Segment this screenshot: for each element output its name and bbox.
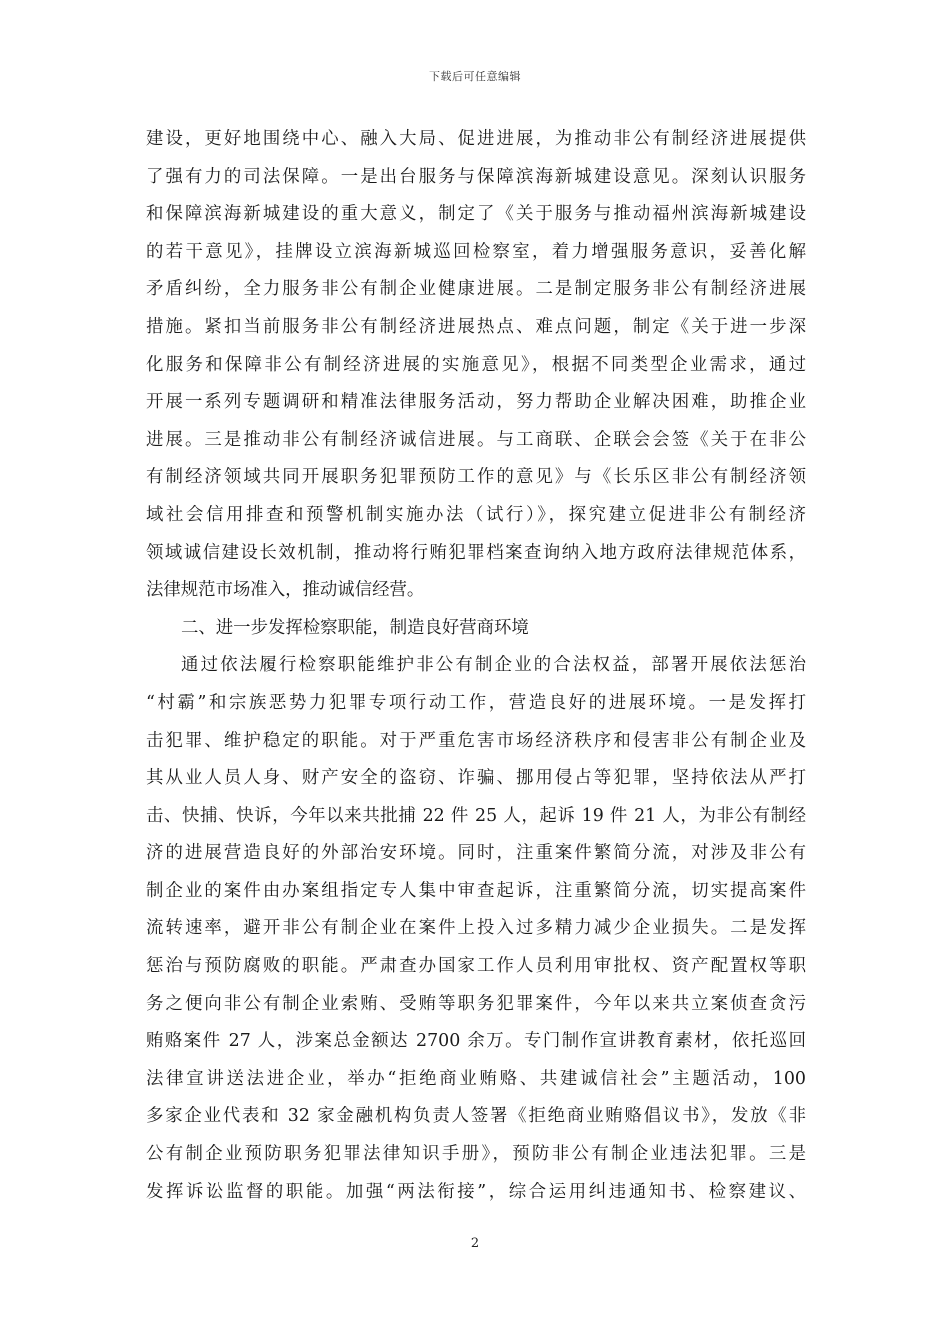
body-line: 惩治与预防腐败的职能。严肃查办国家工作人员利用审批权、资产配置权等职 bbox=[146, 956, 806, 977]
body-line: 公有制企业预防职务犯罪法律知识手册》，预防非公有制企业违法犯罪。三是 bbox=[146, 1144, 806, 1165]
body-line: 贿赂案件 27 人，涉案总金额达 2700 余万。专门制作宣讲教育素材，依托巡回 bbox=[146, 1031, 806, 1052]
body-line: 有制经济领域共同开展职务犯罪预防工作的意见》与《长乐区非公有制经济领 bbox=[146, 467, 806, 488]
body-line: 制企业的案件由办案组指定专人集中审查起诉，注重繁简分流，切实提高案件 bbox=[146, 880, 806, 901]
body-line: 了强有力的司法保障。一是出台服务与保障滨海新城建设意见。深刻认识服务 bbox=[146, 166, 806, 187]
body-line: 通过依法履行检察职能维护非公有制企业的合法权益，部署开展依法惩治 bbox=[181, 655, 806, 676]
section-heading: 二、进一步发挥检察职能，制造良好营商环境 bbox=[181, 617, 529, 638]
body-line: 进展。三是推动非公有制经济诚信进展。与工商联、企联会会签《关于在非公 bbox=[146, 429, 806, 450]
page-number: 2 bbox=[470, 1236, 480, 1251]
body-line: “村霸”和宗族恶势力犯罪专项行动工作，营造良好的进展环境。一是发挥打 bbox=[146, 692, 806, 713]
body-line: 和保障滨海新城建设的重大意义，制定了《关于服务与推动福州滨海新城建设 bbox=[146, 204, 806, 225]
body-line: 流转速率，避开非公有制企业在案件上投入过多精力减少企业损失。二是发挥 bbox=[146, 918, 806, 939]
body-line: 的若干意见》，挂牌设立滨海新城巡回检察室，着力增强服务意识，妥善化解 bbox=[146, 241, 806, 262]
document-body bbox=[146, 121, 806, 1211]
body-line: 务之便向非公有制企业索贿、受贿等职务犯罪案件，今年以来共立案侦查贪污 bbox=[146, 993, 806, 1014]
body-line: 法律宣讲送法进企业，举办“拒绝商业贿赂、共建诚信社会”主题活动，100 bbox=[146, 1068, 806, 1089]
body-line: 域社会信用排查和预警机制实施办法（试行）》，探究建立促进非公有制经济 bbox=[146, 504, 806, 525]
body-line: 领域诚信建设长效机制，推动将行贿犯罪档案查询纳入地方政府法律规范体系， bbox=[146, 542, 806, 563]
body-line: 矛盾纠纷，全力服务非公有制企业健康进展。二是制定服务非公有制经济进展 bbox=[146, 279, 806, 300]
body-line: 建设，更好地围绕中心、融入大局、促进进展，为推动非公有制经济进展提供 bbox=[146, 129, 806, 149]
body-line: 开展一系列专题调研和精准法律服务活动，努力帮助企业解决困难，助推企业 bbox=[146, 392, 806, 413]
body-line: 多家企业代表和 32 家金融机构负责人签署《拒绝商业贿赂倡议书》，发放《非 bbox=[146, 1106, 806, 1127]
body-line: 发挥诉讼监督的职能。加强“两法衔接”，综合运用纠违通知书、检察建议、 bbox=[146, 1181, 806, 1202]
body-line: 措施。紧扣当前服务非公有制经济进展热点、难点问题，制定《关于进一步深 bbox=[146, 316, 806, 337]
body-line: 其从业人员人身、财产安全的盗窃、诈骗、挪用侵占等犯罪，坚持依法从严打 bbox=[146, 768, 806, 789]
page-header: 下载后可任意编辑 bbox=[429, 70, 521, 83]
body-line: 击、快捕、快诉，今年以来共批捕 22 件 25 人，起诉 19 件 21 人，为非公有制经 bbox=[146, 805, 806, 826]
body-line: 济的进展营造良好的外部治安环境。同时，注重案件繁简分流，对涉及非公有 bbox=[146, 843, 806, 864]
body-line: 法律规范市场准入，推动诚信经营。 bbox=[146, 580, 425, 601]
body-line: 击犯罪、维护稳定的职能。对于严重危害市场经济秩序和侵害非公有制企业及 bbox=[146, 730, 806, 751]
body-line: 化服务和保障非公有制经济进展的实施意见》，根据不同类型企业需求，通过 bbox=[146, 354, 806, 375]
